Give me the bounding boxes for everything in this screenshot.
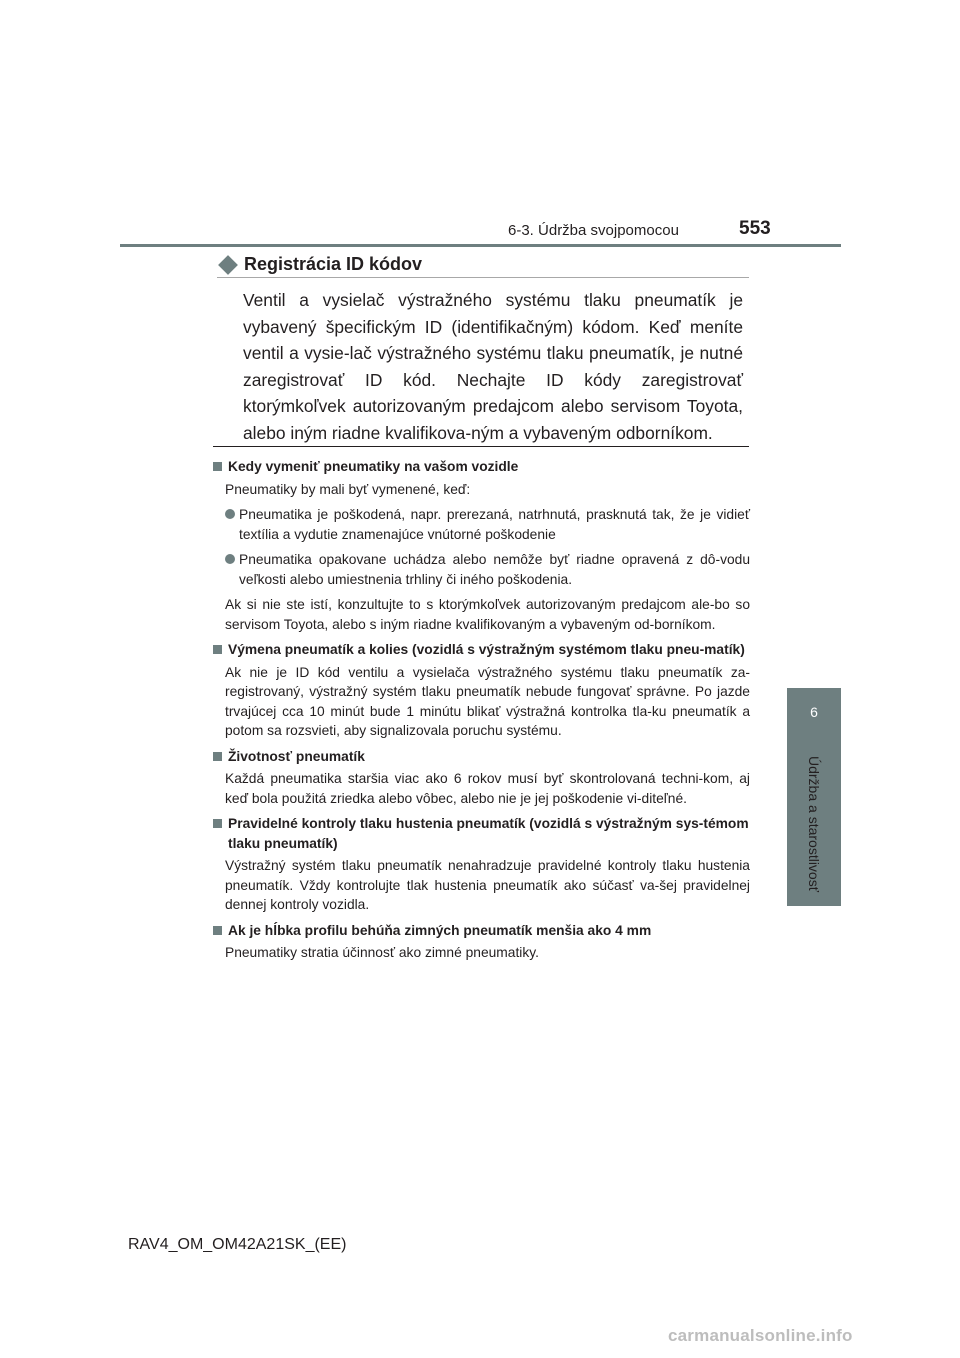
chapter-tab: 6: [787, 688, 841, 746]
section-intro: Ventil a vysielač výstražného systému tlaku pneumatík je vybavený špecifickým ID (identifikačným) kódom. Keď meníte ventil a vysie-lač výstražného systému tlaku pneumatík, je nutné zaregistrovať ID kód. Nechajte ID kódy zaregistrovať ktorýmkoľvek autorizovaným predajcom alebo servisom Toyota, alebo iným riadne kvalifikova-ným a vybaveným odborníkom.: [243, 290, 743, 443]
note-title-text: Životnosť pneumatík: [228, 748, 365, 764]
note-title: [210, 640, 750, 660]
note-paragraph: Výstražný systém tlaku pneumatík nenahradzuje pravidelné kontroly tlaku hustenia pneumatík. Vždy kontrolujte tlak hustenia pneumatík ako súčasť va-šej pravidelnej dennej kontroly vozidla.: [225, 858, 750, 912]
note-title-text: Kedy vymeniť pneumatiky na vašom vozidle: [228, 459, 519, 474]
note-item: [210, 814, 750, 915]
page-number: 553: [739, 218, 771, 239]
note-paragraph: Pneumatiky by mali byť vymenené, keď:: [225, 481, 471, 497]
square-bullet-icon: [213, 752, 222, 761]
section-heading: [217, 254, 422, 275]
watermark: carmanualsonline.info: [668, 1326, 853, 1345]
diamond-icon: [218, 255, 238, 275]
note-bullet: [225, 550, 750, 589]
note-bullet-text: Pneumatika opakovane uchádza alebo nemôže byť riadne opravená z dô-vodu veľkosti alebo umiestnenia trhliny či iného poškodenia.: [239, 552, 750, 587]
section-title: Registrácia ID kódov: [244, 254, 423, 274]
note-title: [210, 747, 750, 767]
note-paragraph: Pneumatiky stratia účinnosť ako zimné pneumatiky.: [225, 945, 539, 960]
square-bullet-icon: [213, 926, 222, 935]
circle-bullet-icon: [225, 554, 235, 564]
note-title-text: Pravidelné kontroly tlaku hustenia pneumatík (vozidlá s výstražným sys-témom tlaku pneumatík): [228, 816, 749, 851]
square-bullet-icon: [213, 645, 222, 654]
circle-bullet-icon: [225, 509, 235, 519]
note-title: [210, 457, 750, 477]
note-title: [210, 814, 750, 853]
notes-list: [210, 457, 750, 969]
section-rule: [217, 277, 749, 278]
note-item: [210, 921, 750, 963]
note-item: [210, 747, 750, 809]
note-paragraph: Ak si nie ste istí, konzultujte to s ktorýmkoľvek autorizovaným predajcom ale-bo so servisom Toyota, alebo s iným riadne kvalifikovaným a vybaveným od-borníkom.: [225, 597, 750, 632]
note-bullet-text: Pneumatika je poškodená, napr. prerezaná, natrhnutá, prasknutá tak, že je vidieť textília a vydutie znamenajúce vnútorné poškodenie: [239, 507, 750, 542]
header-section-title: 6-3. Údržba svojpomocou: [508, 222, 679, 239]
footer-doc-code: RAV4_OM_OM42A21SK_(EE): [128, 1236, 347, 1253]
note-bullet: [225, 505, 750, 544]
notes-divider: [213, 446, 749, 447]
square-bullet-icon: [213, 462, 222, 471]
note-title-text: Výmena pneumatík a kolies (vozidlá s výstražným systémom tlaku pneu-matík): [228, 642, 745, 657]
square-bullet-icon: [213, 819, 222, 828]
note-item: [210, 457, 750, 634]
note-paragraph: Ak nie je ID kód ventilu a vysielača výstražného systému tlaku pneumatík za-registrovaný, výstražný systém tlaku pneumatík nebude fungovať správne. Po jazde trvajúcej cca 10 minút bude 1 minútu blikať výstražná kontrolka tla-ku pneumatík a potom sa rozsvieti, aby signalizovala poruchu systému.: [225, 664, 750, 738]
note-title: [210, 921, 750, 941]
note-item: [210, 640, 750, 741]
note-title-text: Ak je hĺbka profilu behúňa zimných pneumatík menšia ako 4 mm: [228, 922, 652, 938]
header-rule: [120, 244, 841, 247]
note-paragraph: Každá pneumatika staršia viac ako 6 rokov musí byť skontrolovaná techni-kom, aj keď bola použitá zriedka alebo vôbec, alebo nie je jej poškodenie vi-diteľné.: [225, 771, 750, 806]
chapter-label: Údržba a starostlivosť: [806, 756, 822, 892]
